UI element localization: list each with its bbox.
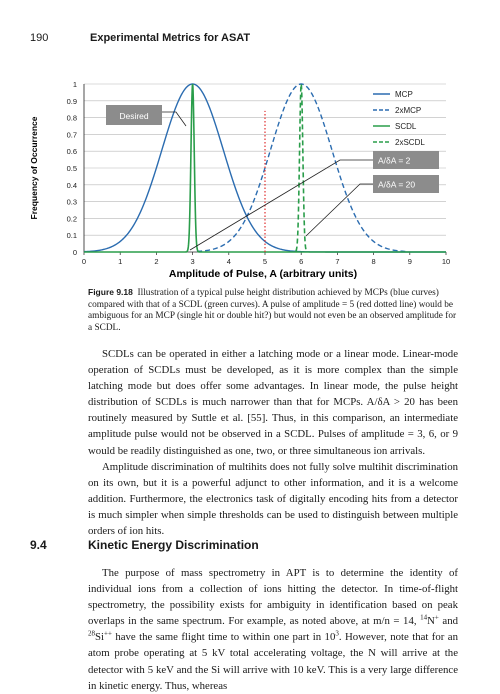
legend-label-mcp: MCP [395,90,413,99]
y-tick-label: 0.1 [66,231,77,241]
p3-el-si: Si [95,631,105,644]
running-title: Experimental Metrics for ASAT [90,32,251,44]
p3-text-3: . However, note that for an atom probe operating at 5 kV total accelerating voltage, the N will arrive at the detector with 5 keV and the Si will arrive with 10 keV. This is a very large difference in kinetic energy. Thus, whereas [88,631,458,692]
p3-and: and [438,615,458,628]
y-tick-label: 0.2 [66,214,77,224]
paragraph-1: SCDLs can be operated in either a latching mode or a linear mode. Linear-mode operation of SCDLs must be developed, as it is more complex than the simple latching mode but does offer some advantages. In linear mode, the pulse height distribution of SCDLs is much narrower than that for MCPs. A/δA > 20 has been routinely measured by Suttle et al. [55]. Thus, in this comparison, an intermediate amplitude pulse would not be observed in a SCDL. Pulses of amplitude = 3, 6, or 9 would be readily distinguished as one, two, or three simultaneous ion arrivals. [88,348,458,457]
p3-text-2: have the same flight time to within one part in 10 [111,631,336,644]
section-body [88,565,458,694]
y-tick-label: 0.6 [66,147,77,157]
y-tick-label: 0.4 [66,180,77,190]
p3-text-1: The purpose of mass spectrometry in APT is to determine the identity of individual ions from a collection of ions hitting the detector. In time-of-flight spectrometry, the possibility exists for ambiguity in identification based on peak overlaps in the same spectrum. For example, as noted above, at m/n = 14, [88,567,458,628]
x-tick-label: 4 [226,257,231,266]
x-tick-label: 0 [81,257,87,266]
x-tick-label: 5 [262,257,268,266]
callout-ada20-pointer [306,184,373,236]
body-text [88,346,458,539]
paragraph-3 [88,565,458,694]
series-2xscdl-curve [296,84,307,251]
y-tick-label: 0.3 [66,197,77,207]
y-tick-label: 0.8 [66,113,77,123]
pulse-height-figure [0,0,500,290]
x-tick-label: 8 [371,257,376,266]
x-tick-label: 9 [407,257,412,266]
legend-label-2xmcp: 2xMCP [395,106,422,115]
p3-exp: 3 [335,629,339,638]
x-tick-label: 3 [190,257,195,266]
chart-legend [373,90,425,147]
x-tick-label: 6 [299,257,304,266]
p3-ion-plus: + [434,613,439,622]
p3-iso-n: 14 [420,613,428,622]
x-tick-label: 10 [441,257,451,266]
figure-caption [88,287,460,334]
callout-desired-label: Desired [119,111,149,121]
y-axis-label: Frequency of Occurrence [29,116,39,220]
x-tick-label: 2 [154,257,159,266]
y-tick-label: 0.7 [66,130,77,140]
callout-ada2-pointer [190,160,373,250]
y-tick-label: 0.5 [66,164,77,173]
x-tick-label: 1 [118,257,123,266]
legend-label-scdl: SCDL [395,122,417,131]
y-tick-label: 0.9 [66,96,77,106]
section-number: 9.4 [30,538,47,552]
figure-label: Figure 9.18 [88,287,133,297]
p3-ion-plusplus: ++ [104,629,112,638]
p3-el-n: N [427,615,435,628]
legend-label-2xscdl: 2xSCDL [395,138,425,147]
page-number: 190 [30,32,49,44]
x-axis-label: Amplitude of Pulse, A (arbitrary units) [168,268,358,280]
callout-ada20-label: A/δA = 20 [378,179,416,190]
y-tick-label: 0 [72,248,77,257]
callout-ada2-label: A/δA = 2 [378,155,411,166]
x-tick-label: 7 [335,257,340,266]
paragraph-2: Amplitude discrimination of multihits does not fully solve multihit discrimination on its own, but it is a powerful adjunct to other information, and it is a welcome addition. Furthermore, the electronics task of digitally encoding hits from a detector is much simpler when simple thresholds can be used to distinguish between multiple orders of ion hits. [88,460,458,538]
figure-caption-text: Illustration of a typical pulse height distribution achieved by MCPs (blue curves) compared with that of a SCDL (green curves). A pulse of amplitude = 5 (red dotted line) would be ambiguous for an MCP (single hit or double hit?) but would not even be an observed amplitude for a SCDL. [88,288,457,333]
section-title: Kinetic Energy Discrimination [88,538,259,552]
y-tick-label: 1 [72,80,77,89]
p3-iso-si: 28 [88,629,95,638]
